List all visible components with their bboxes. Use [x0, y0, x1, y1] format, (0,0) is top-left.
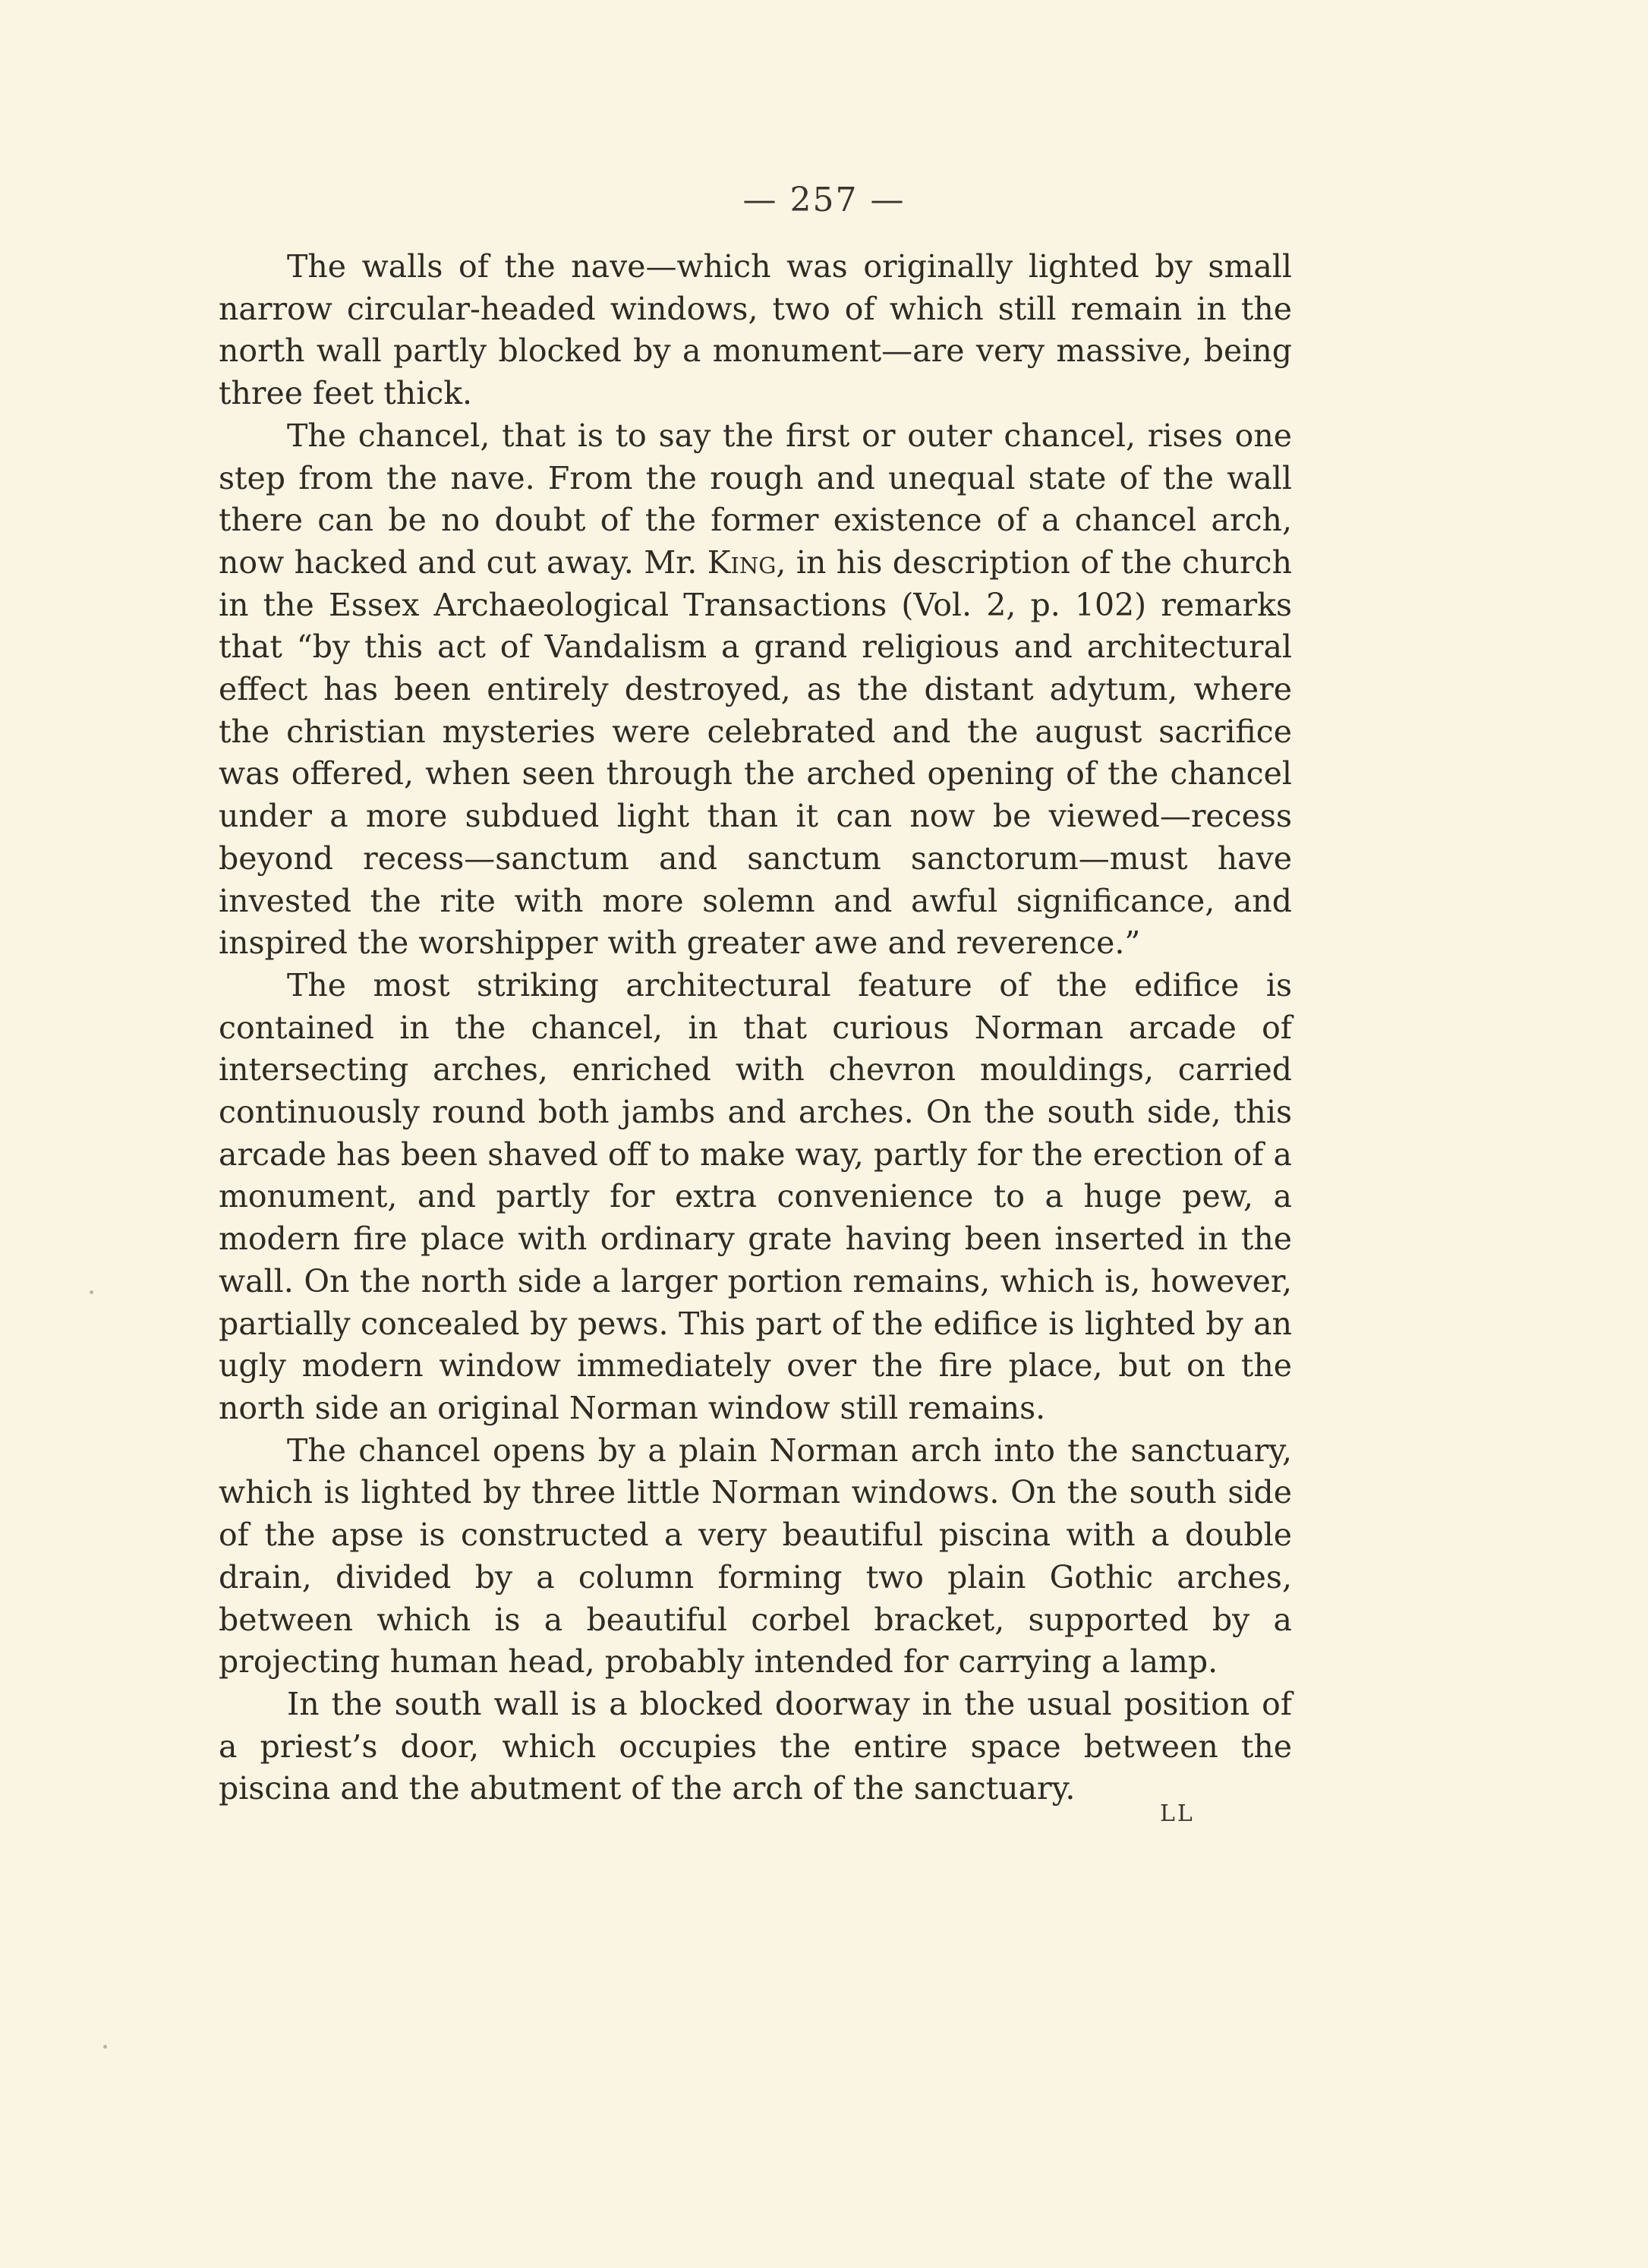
paragraph-chancel-text-start: The chancel, that is to say the first or outer chancel, rises one step from the nave. From the rough and unequal state of the wall there can be no doubt of the former existence of a chancel arch, now hacked and cut away. Mr.: [219, 417, 1292, 581]
paragraph-chancel-text-end: , in his description of the church in the Essex Archaeological Transactions (Vol. 2, p. 102) remarks that “by this act of Vandalism a grand religious and architectural effect has been entirely destroyed, as the distant adytum, where the christian mysteries were celebrated and the august sacrifice was offered, when seen through the arched opening of the chancel under a more subdued light than it can now be viewed—recess beyond recess—sanctum and sanctum sanctorum—must have invested the rite with more solemn and awful significance, and inspired the worshipper with greater awe and reverence.”: [219, 543, 1293, 962]
paragraph-priests-door: In the south wall is a blocked doorway in the usual position of a priest’s door, which occupies the entire space between the piscina and the abutment of the arch of the sanctuary.: [219, 1685, 1292, 1807]
signature-mark: LL: [1160, 1800, 1195, 1827]
page-number: — 257 —: [742, 181, 906, 219]
paragraph-norman-arcade: The most striking architectural feature of the edifice is contained in the chancel, in that curious Norman arcade of intersecting arches, enriched with chevron mouldings, carried continuously round both jambs and arches. On the south side, this arcade has been shaved off to make way, partly for the erection of a monument, and partly for extra convenience to a huge pew, a modern fire place with ordinary grate having been inserted in the wall. On the north side a larger portion remains, which is, however, partially concealed by pews. This part of the edifice is lighted by an ugly modern window immediately over the fire place, but on the north side an original Norman window still remains.: [219, 966, 1292, 1426]
author-name-king: King: [707, 543, 777, 581]
paper-speck: [103, 2045, 107, 2049]
paragraph-chancel: [219, 415, 1292, 965]
paper-speck: [90, 1290, 93, 1294]
paragraph-sanctuary: The chancel opens by a plain Norman arch into the sanctuary, which is lighted by three little Norman windows. On the south side of the apse is constructed a very beautiful piscina with a double drain, divided by a column forming two plain Gothic arches, between which is a beautiful corbel bracket, supported by a projecting human head, probably intended for carrying a lamp.: [219, 1432, 1292, 1681]
paragraph-nave-walls: The walls of the nave—which was originally lighted by small narrow circular-headed windows, two of which still remain in the north wall partly blocked by a monument—are very massive, being three feet thick.: [219, 248, 1292, 412]
body-text: [219, 246, 1292, 1810]
